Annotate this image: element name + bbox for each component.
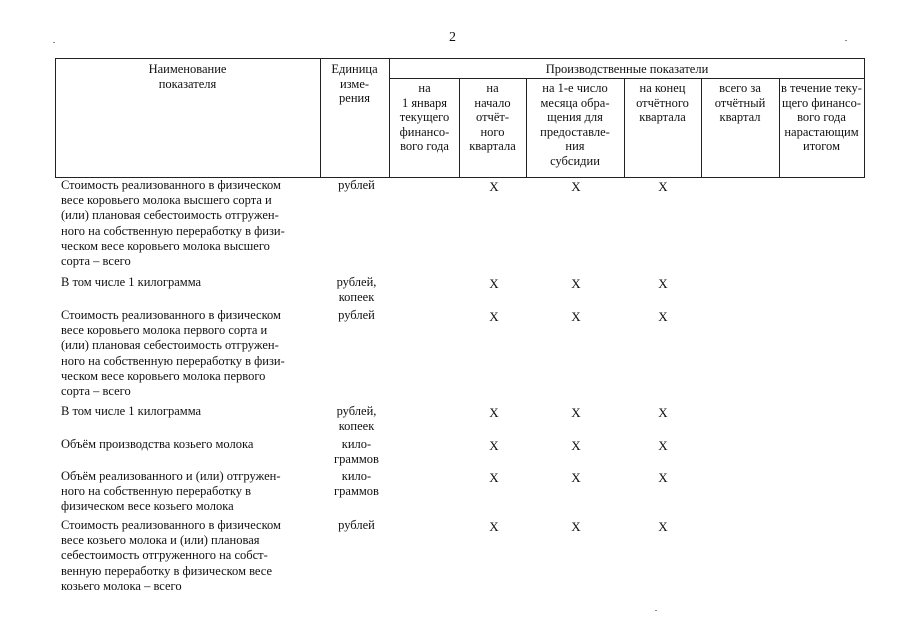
x-mark: X <box>489 276 499 291</box>
row-label: В том числе 1 килограмма <box>61 404 202 418</box>
header-col-3: на 1-е число месяца обра- щения для предоставле- ния субсидии <box>540 81 610 168</box>
header-col-5: всего за отчётный квартал <box>714 81 766 125</box>
x-mark: X <box>489 470 499 485</box>
x-mark: X <box>658 276 668 291</box>
scan-speck <box>655 610 657 611</box>
row-unit: рублей, копеек <box>336 404 377 434</box>
header-name: Наименование показателя <box>148 62 227 91</box>
x-mark: X <box>571 309 581 324</box>
header-top-border <box>55 58 865 59</box>
header-col-6: в течение теку- щего финансо- вого года нарастающим итогом <box>781 81 862 154</box>
x-mark: X <box>571 179 581 194</box>
row-unit: кило- граммов <box>334 437 379 467</box>
x-mark: X <box>489 309 499 324</box>
scan-speck <box>53 42 55 43</box>
row-label: В том числе 1 килограмма <box>61 275 202 289</box>
x-mark: X <box>658 470 668 485</box>
x-mark: X <box>571 276 581 291</box>
header-col-1: на 1 января текущего финансо- вого года <box>399 81 450 154</box>
header-col-4: на конец отчётного квартала <box>636 81 689 125</box>
x-mark: X <box>658 405 668 420</box>
row-label: Стоимость реализованного в физическом весе коровьего молока высшего сорта и (или) плановая себестоимость отгружен- ного на собственную переработку в физи- ческом весе коровьего молока высшего сорта – всего <box>61 178 285 269</box>
page-number: 2 <box>449 30 456 45</box>
header-col-2: на начало отчёт- ного квартала <box>469 81 516 154</box>
row-label: Объём производства козьего молока <box>61 437 254 451</box>
x-mark: X <box>658 309 668 324</box>
group-underline <box>390 78 865 79</box>
table-header <box>55 58 865 178</box>
row-unit: кило- граммов <box>334 469 379 499</box>
x-mark: X <box>658 438 668 453</box>
x-mark: X <box>571 405 581 420</box>
row-unit: рублей <box>338 308 375 322</box>
col-border <box>864 58 865 178</box>
x-mark: X <box>489 405 499 420</box>
x-mark: X <box>489 519 499 534</box>
x-mark: X <box>658 179 668 194</box>
header-unit: Единица изме- рения <box>331 62 378 106</box>
row-label: Стоимость реализованного в физическом весе козьего молока и (или) плановая себестоимость отгруженного на собст- венную переработку в физическом весе козьего молока – всего <box>61 518 281 593</box>
row-unit: рублей, копеек <box>336 275 377 305</box>
row-label: Объём реализованного и (или) отгружен- ного на собственную переработку в физическом весе козьего молока <box>61 469 281 514</box>
header-group: Производственные показатели <box>545 62 709 76</box>
x-mark: X <box>658 519 668 534</box>
row-unit: рублей <box>338 178 375 192</box>
x-mark: X <box>489 179 499 194</box>
row-label: Стоимость реализованного в физическом весе коровьего молока первого сорта и (или) плановая себестоимость отгружен- ного на собственную переработку в физи- ческом весе коровьего молока первого сорта – всего <box>61 308 285 399</box>
x-mark: X <box>571 519 581 534</box>
x-mark: X <box>571 438 581 453</box>
x-mark: X <box>489 438 499 453</box>
x-mark: X <box>571 470 581 485</box>
scan-speck <box>845 40 847 41</box>
row-unit: рублей <box>338 518 375 532</box>
